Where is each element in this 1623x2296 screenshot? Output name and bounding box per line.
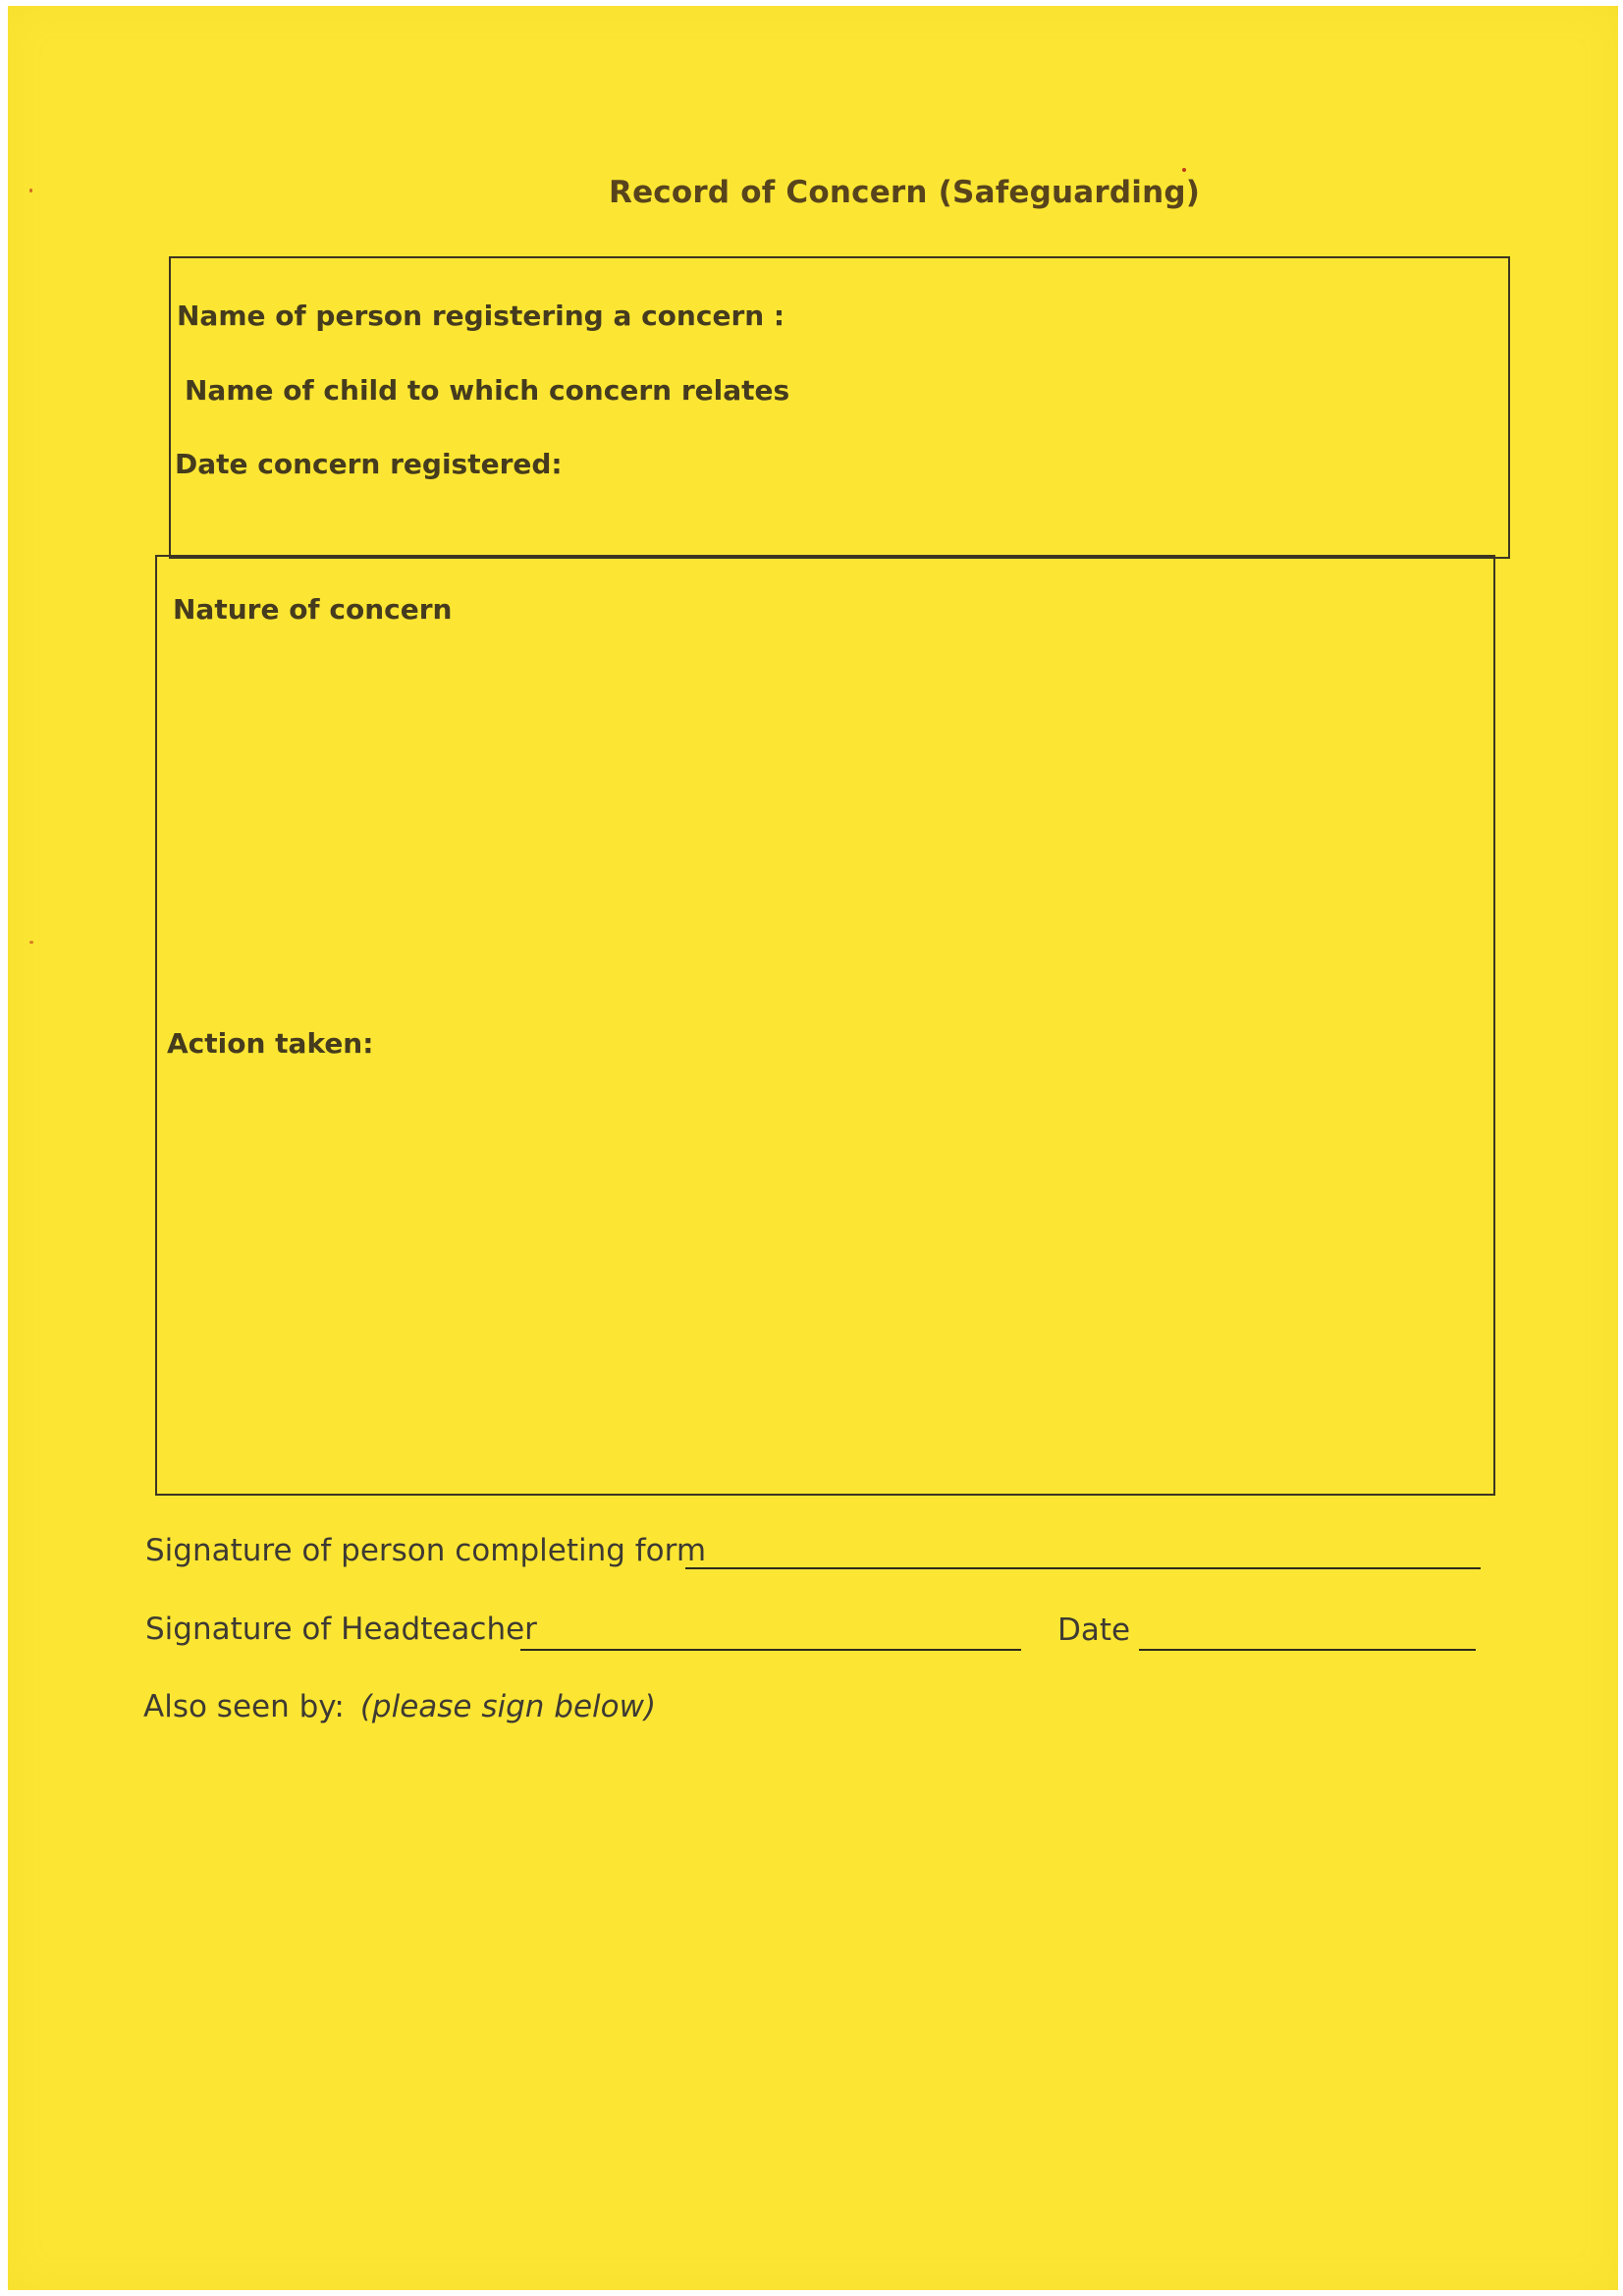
person-completing-signature-label: Signature of person completing form: [145, 1533, 707, 1568]
scan-speck: [29, 189, 32, 192]
child-name-label: Name of child to which concern relates: [185, 374, 790, 407]
form-page: [8, 6, 1618, 2290]
also-seen-by-row: [143, 1689, 656, 1724]
person-registering-label: Name of person registering a concern :: [177, 300, 785, 332]
date-label: Date: [1057, 1613, 1131, 1648]
headteacher-signature-line[interactable]: [520, 1649, 1021, 1651]
also-seen-by-note: (please sign below): [359, 1689, 657, 1724]
headteacher-signature-label: Signature of Headteacher: [145, 1612, 537, 1647]
form-title: Record of Concern (Safeguarding): [609, 175, 1201, 210]
person-completing-signature-line[interactable]: [685, 1567, 1481, 1569]
action-taken-label: Action taken:: [167, 1027, 374, 1060]
nature-of-concern-label: Nature of concern: [173, 593, 453, 626]
scan-speck: [29, 941, 33, 944]
date-line[interactable]: [1139, 1649, 1476, 1651]
scan-speck: [1182, 168, 1186, 172]
date-registered-label: Date concern registered:: [175, 448, 563, 480]
concern-box: [155, 555, 1495, 1496]
also-seen-by-label: Also seen by:: [143, 1689, 345, 1724]
